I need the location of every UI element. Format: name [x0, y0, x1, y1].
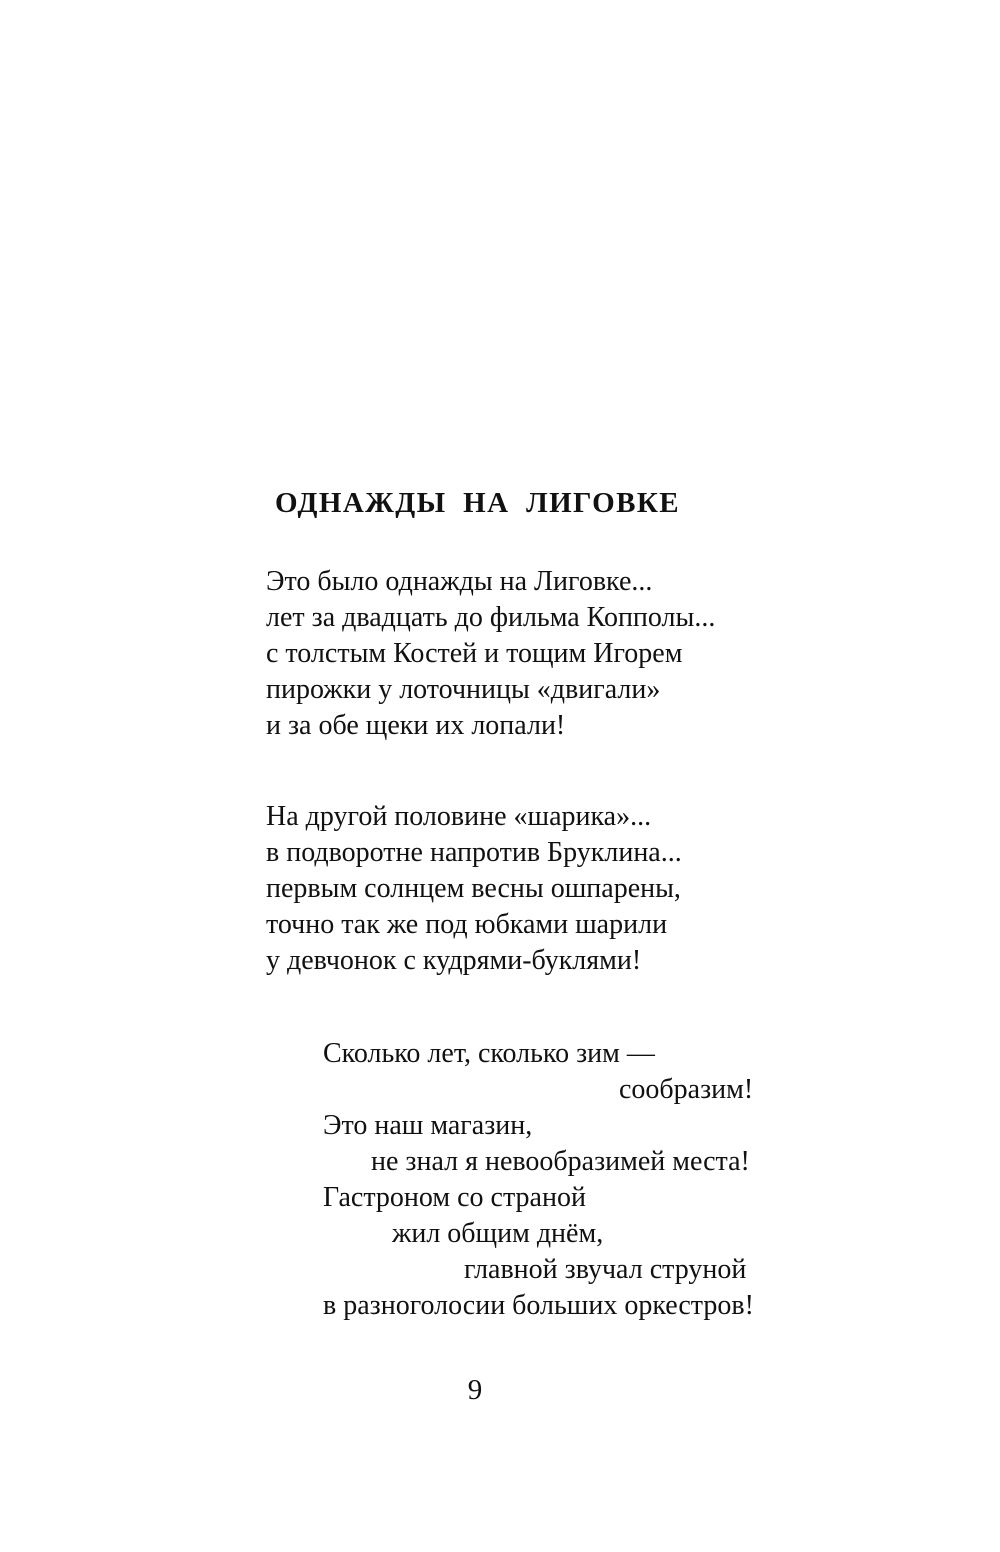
poem-line: главной звучал струной — [464, 1254, 747, 1285]
poem-line: Это было однажды на Лиговке... — [266, 566, 653, 597]
poem-line: Это наш магазин, — [323, 1110, 533, 1141]
page-number: 9 — [467, 1374, 483, 1406]
poem-line: жил общим днём, — [392, 1218, 604, 1249]
poem-line: в разноголосии больших оркестров! — [323, 1290, 754, 1321]
poem-line: сообразим! — [619, 1074, 754, 1105]
poem-line: и за обе щеки их лопали! — [266, 710, 566, 741]
poem-line: не знал я невообразимей места! — [371, 1146, 750, 1177]
poem-line: с толстым Костей и тощим Игорем — [266, 638, 683, 669]
poem-line: Сколько лет, сколько зим — — [323, 1038, 655, 1069]
poem-line: На другой половине «шарика»... — [266, 801, 652, 832]
poem-title: ОДНАЖДЫ НА ЛИГОВКЕ — [275, 487, 681, 519]
poem-line: в подворотне напротив Бруклина... — [266, 837, 682, 868]
poem-line: первым солнцем весны ошпарены, — [266, 873, 681, 904]
poem-line: у девчонок с кудрями-буклями! — [266, 945, 642, 976]
poem-line: пирожки у лоточницы «двигали» — [266, 674, 661, 705]
poem-line: лет за двадцать до фильма Копполы... — [266, 602, 716, 633]
poem-line: точно так же под юбками шарили — [266, 909, 668, 940]
poem-line: Гастроном со страной — [323, 1182, 586, 1213]
